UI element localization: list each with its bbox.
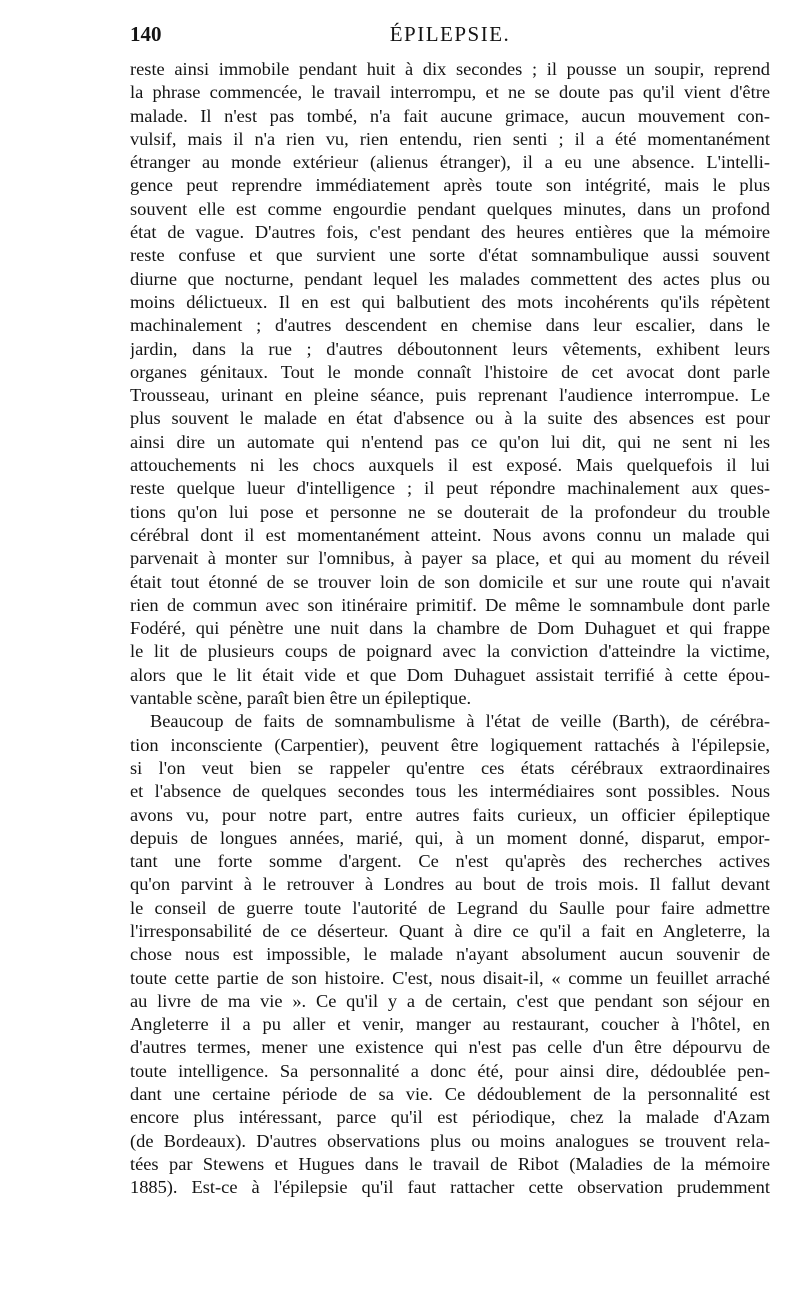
text-line: qu'on parvint à le retrouver à Londres au bout de trois mois. Il fallut devant <box>130 874 770 895</box>
text-line: avons vu, pour notre part, entre autres faits curieux, un officier épileptique <box>130 804 770 825</box>
text-line: cérébral dont il est momentanément atteint. Nous avons connu un malade qui <box>130 524 770 545</box>
page-number: 140 <box>130 22 162 46</box>
text-line: attouchements ni les chocs auxquels il est exposé. Mais quelquefois il lui <box>130 455 770 476</box>
text-line: plus souvent le malade en état d'absence ou à la suite des absences est pour <box>130 408 770 429</box>
text-line: (de Bordeaux). D'autres observations plus ou moins analogues se trouvent rela- <box>130 1130 770 1151</box>
text-line: malade. Il n'est pas tombé, n'a fait aucune grimace, aucun mouvement con- <box>130 105 770 126</box>
text-line: chose nous est impossible, le malade n'ayant absolument aucun souvenir de <box>130 944 770 965</box>
paragraph-1 <box>130 58 770 710</box>
text-line: reste confuse et que survient une sorte d'état somnambulique aussi souvent <box>130 245 770 266</box>
page-header <box>130 18 770 54</box>
text-line: Trousseau, urinant en pleine séance, puis reprenant l'audience interrompue. Le <box>130 385 770 406</box>
running-head: ÉPILEPSIE. <box>389 22 511 46</box>
text-line: moins délictueux. Il en est qui balbutient des mots incohérents qu'ils répètent <box>130 291 770 312</box>
text-line: ainsi dire un automate qui n'entend pas ce qu'on lui dit, qui ne sent ni les <box>130 431 770 452</box>
text-line: 1885). Est-ce à l'épilepsie qu'il faut rattacher cette observation prudemment <box>130 1177 770 1198</box>
text-line: au livre de ma vie ». Ce qu'il y a de certain, c'est que pendant son séjour en <box>130 990 770 1011</box>
text-line: dant une certaine période de sa vie. Ce dédoublement de la personnalité est <box>130 1084 770 1105</box>
text-line: rien de commun avec son itinéraire primitif. De même le somnambule dont parle <box>130 594 770 615</box>
text-line: alors que le lit était vide et que Dom Duhaguet assistait terrifié à cette épou- <box>130 664 770 685</box>
text-line: tion inconsciente (Carpentier), peuvent être logiquement rattachés à l'épilepsie, <box>130 734 770 755</box>
text-line: toute cette partie de son histoire. C'est, nous disait-il, « comme un feuillet arraché <box>130 967 770 988</box>
text-line: vulsif, mais il n'a rien vu, rien entendu, rien senti ; il a été momentanément <box>130 128 770 149</box>
text-line: la phrase commencée, le travail interrompu, et ne se doute pas qu'il vient d'être <box>130 82 770 103</box>
text-line: reste quelque lueur d'intelligence ; il peut répondre machinalement aux ques- <box>130 478 770 499</box>
text-line: Fodéré, qui pénètre une nuit dans la chambre de Dom Duhaguet et qui frappe <box>130 618 770 639</box>
text-line: tées par Stewens et Hugues dans le travail de Ribot (Maladies de la mémoire <box>130 1153 770 1174</box>
text-line: tions qu'on lui pose et personne ne se douterait de la profondeur du trouble <box>130 501 770 522</box>
text-line: tant une forte somme d'argent. Ce n'est qu'après des recherches actives <box>130 851 770 872</box>
text-line: était tout étonné de se trouver loin de son domicile et sur une route qui n'avait <box>130 571 770 592</box>
text-line: depuis de longues années, marié, qui, à un moment donné, disparut, empor- <box>130 827 770 848</box>
text-line: le lit de plusieurs coups de poignard avec la conviction d'atteindre la victime, <box>130 641 770 662</box>
text-line: reste ainsi immobile pendant huit à dix secondes ; il pousse un soupir, reprend <box>130 59 770 79</box>
text-line: gence peut reprendre immédiatement après toute son intégrité, mais le plus <box>130 175 770 196</box>
text-line: vantable scène, paraît bien être un épileptique. <box>130 688 472 709</box>
page-body <box>130 58 770 1200</box>
text-line: encore plus intéressant, parce qu'il est périodique, chez la malade d'Azam <box>130 1107 770 1128</box>
text-line: Beaucoup de faits de somnambulisme à l'état de veille (Barth), de cérébra- <box>150 711 770 732</box>
text-line: machinalement ; d'autres descendent en chemise dans leur escalier, dans le <box>130 315 770 336</box>
text-line: d'autres termes, mener une existence qui n'est pas celle d'un être dépourvu de <box>130 1037 770 1058</box>
text-line: l'irresponsabilité de ce déserteur. Quant à dire ce qu'il a fait en Angleterre, la <box>130 920 770 941</box>
text-line: souvent elle est comme engourdie pendant quelques minutes, dans un profond <box>130 198 770 219</box>
text-line: état de vague. D'autres fois, c'est pendant des heures entières que la mémoire <box>130 222 770 243</box>
text-line: le conseil de guerre toute l'autorité de Legrand du Saulle pour faire admettre <box>130 897 770 918</box>
text-line: si l'on veut bien se rappeler qu'entre ces états cérébraux extraordinaires <box>130 757 770 778</box>
paragraph-2 <box>130 710 770 1199</box>
text-line: étranger au monde extérieur (alienus étranger), il a eu une absence. L'intelli- <box>130 152 770 173</box>
text-line: et l'absence de quelques secondes tous les intermédiaires sont possibles. Nous <box>130 781 770 802</box>
text-line: organes génitaux. Tout le monde connaît l'histoire de cet avocat dont parle <box>130 361 770 382</box>
text-line: jardin, dans la rue ; d'autres déboutonnent leurs vêtements, exhibent leurs <box>130 338 770 359</box>
text-line: parvenait à monter sur l'omnibus, à payer sa place, et qui au moment du réveil <box>130 548 770 569</box>
text-line: toute intelligence. Sa personnalité a donc été, pour ainsi dire, dédoublée pen- <box>130 1060 770 1081</box>
text-line: Angleterre il a pu aller et venir, manger au restaurant, coucher à l'hôtel, en <box>130 1014 770 1035</box>
text-line: diurne que nocturne, pendant lequel les malades commettent des actes plus ou <box>130 268 770 289</box>
